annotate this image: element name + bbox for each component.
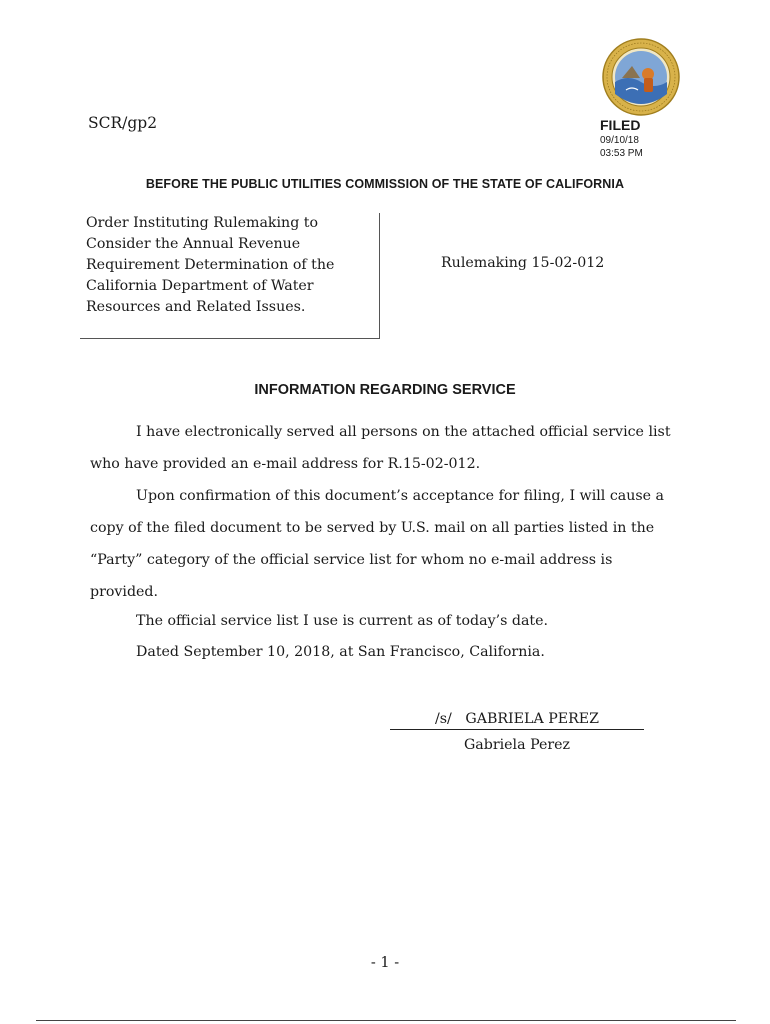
docket-number: Rulemaking 15-02-012 <box>441 255 605 271</box>
signer-name: Gabriela Perez <box>463 737 571 753</box>
filed-label: FILED <box>600 117 641 133</box>
caption-line: Requirement Determination of the <box>86 257 335 273</box>
caption-line: Consider the Annual Revenue <box>86 236 301 252</box>
footer-divider <box>36 1020 736 1021</box>
document-reference: SCR/gp2 <box>88 114 158 132</box>
caption-line: Order Instituting Rulemaking to <box>86 215 319 231</box>
body-paragraph: The official service list I use is current as of today’s date. <box>136 613 549 629</box>
caption-line: California Department of Water <box>86 278 314 294</box>
caption-line: Resources and Related Issues. <box>86 299 306 315</box>
filed-time: 03:53 PM <box>600 148 643 159</box>
filed-date: 09/10/18 <box>600 135 639 146</box>
body-paragraph: I have electronically served all persons on the attached official service list who have provided an e-mail address for R.15-02-012. <box>90 424 671 472</box>
page-number: - 1 - <box>370 955 400 971</box>
document-title: INFORMATION REGARDING SERVICE <box>254 382 516 398</box>
body-paragraph: Upon confirmation of this document’s acceptance for filing, I will cause a copy of the filed document to be served by U.S. mail on all parties listed in the “Party” category of the official service list for whom no e-mail address is provided. <box>90 488 665 600</box>
commission-heading: BEFORE THE PUBLIC UTILITIES COMMISSION OF THE STATE OF CALIFORNIA <box>145 177 625 191</box>
body-paragraph: Dated September 10, 2018, at San Francisco, California. <box>136 644 545 660</box>
filed-stamp <box>600 116 670 160</box>
signature-line: /s/ GABRIELA PEREZ <box>390 711 644 730</box>
commission-seal-icon <box>602 38 680 116</box>
case-caption <box>86 213 366 318</box>
